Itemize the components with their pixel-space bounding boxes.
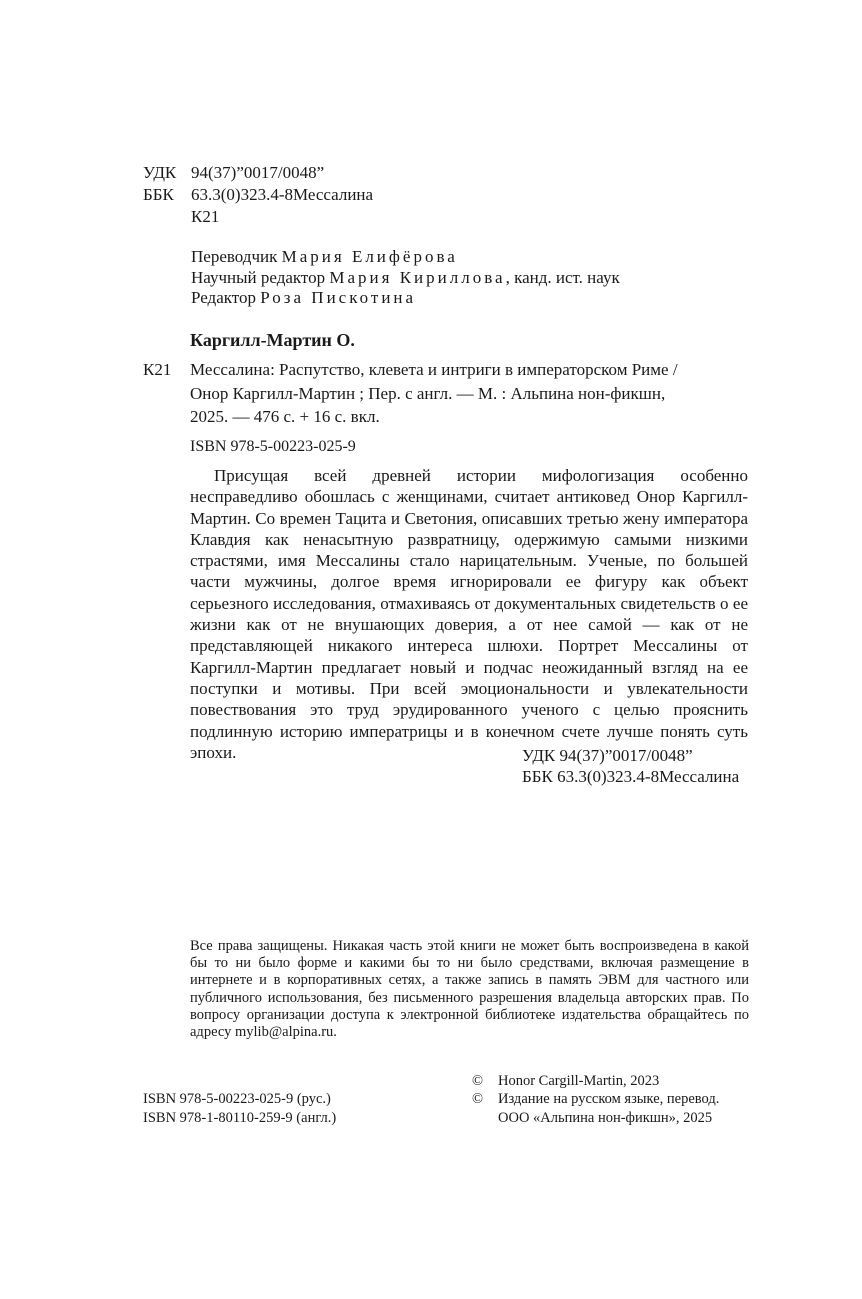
annotation: Присущая всей древней истории мифологизация особенно несправедливо обошлась с женщинами, считает антиковед Онор Каргилл-Мартин. Со времен Тацита и Светония, описавших третью жену императора Клавдия как ненасытную развратницу, одержимую самыми низкими страстями, имя Мессалины стало нарицательным. Ученые, по большей части мужчины, долгое время игнорировали ее фигуру как объект серьезного исследования, отмахиваясь от документальных свидетельств о ее жизни как от не внушающих доверия, а от нее самой — как от не представляющей никакого интереса шлюхи. Портрет Мессалины от Каргилл-Мартин предлагает новый и подчас неожиданный взгляд на ее поступки и мотивы. При всей эмоциональности и увлекательности повествования это труд эрудированного ученого с целью прояснить подлинную историю императрицы и в конечном счете лучше понять суть эпохи.: [190, 466, 748, 762]
editor-line: [191, 288, 416, 308]
entry-mark: К21: [143, 360, 172, 379]
science-editor-line: [191, 268, 620, 288]
copyright-translation-line-2: ООО «Альпина нон-фикшн», 2025: [498, 1110, 713, 1126]
science-editor-role: Научный редактор: [191, 268, 326, 287]
copyright-translation-line-1: Издание на русском языке, перевод.: [498, 1091, 720, 1107]
copyright-symbol-1: ©: [472, 1073, 484, 1089]
title-line-3: 2025. — 476 с. + 16 с. вкл.: [190, 407, 380, 426]
translator-line: [191, 247, 458, 267]
copyright-symbol-2: ©: [472, 1091, 484, 1107]
author-mark: К21: [191, 207, 220, 226]
udk-repeat: УДК 94(37)”0017/0048”: [522, 746, 693, 765]
title-line-2: Онор Каргилл-Мартин ; Пер. с англ. — М. : Альпина нон-фикшн,: [190, 384, 666, 403]
translator-role: Переводчик: [191, 247, 278, 266]
bbk-label: ББК: [143, 185, 174, 204]
bbk-value: 63.3(0)323.4-8Мессалина: [191, 185, 374, 204]
rights-notice: Все права защищены. Никакая часть этой книги не может быть воспроизведена в какой бы то ни было форме и какими бы то ни было средствами, включая размещение в интернете и в корпоративных сетях, а также запись в память ЭВМ для частного или публичного использования, без письменного разрешения владельца авторских прав. По вопросу организации доступа к электронной библиотеке издательства обращайтесь по адресу mylib@alpina.ru.: [190, 938, 749, 1041]
science-editor-extra: , канд. ист. наук: [505, 268, 620, 287]
translator-name: Мария Елифёрова: [281, 247, 458, 266]
bbk-repeat: ББК 63.3(0)323.4-8Мессалина: [522, 767, 740, 786]
copyright-original: Honor Cargill-Martin, 2023: [498, 1073, 660, 1089]
science-editor-name: Мария Кириллова: [329, 268, 506, 287]
udk-label: УДК: [143, 163, 177, 182]
title-line-1: Мессалина: Распутство, клевета и интриги в императорском Риме /: [190, 360, 678, 379]
isbn-russian: ISBN 978-5-00223-025-9 (рус.): [143, 1091, 331, 1107]
author-heading: Каргилл-Мартин О.: [190, 330, 355, 350]
entry-isbn: ISBN 978-5-00223-025-9: [190, 438, 356, 455]
editor-name: Роза Пискотина: [260, 288, 417, 307]
editor-role: Редактор: [191, 288, 256, 307]
udk-value: 94(37)”0017/0048”: [191, 163, 325, 182]
isbn-english: ISBN 978-1-80110-259-9 (англ.): [143, 1110, 337, 1126]
